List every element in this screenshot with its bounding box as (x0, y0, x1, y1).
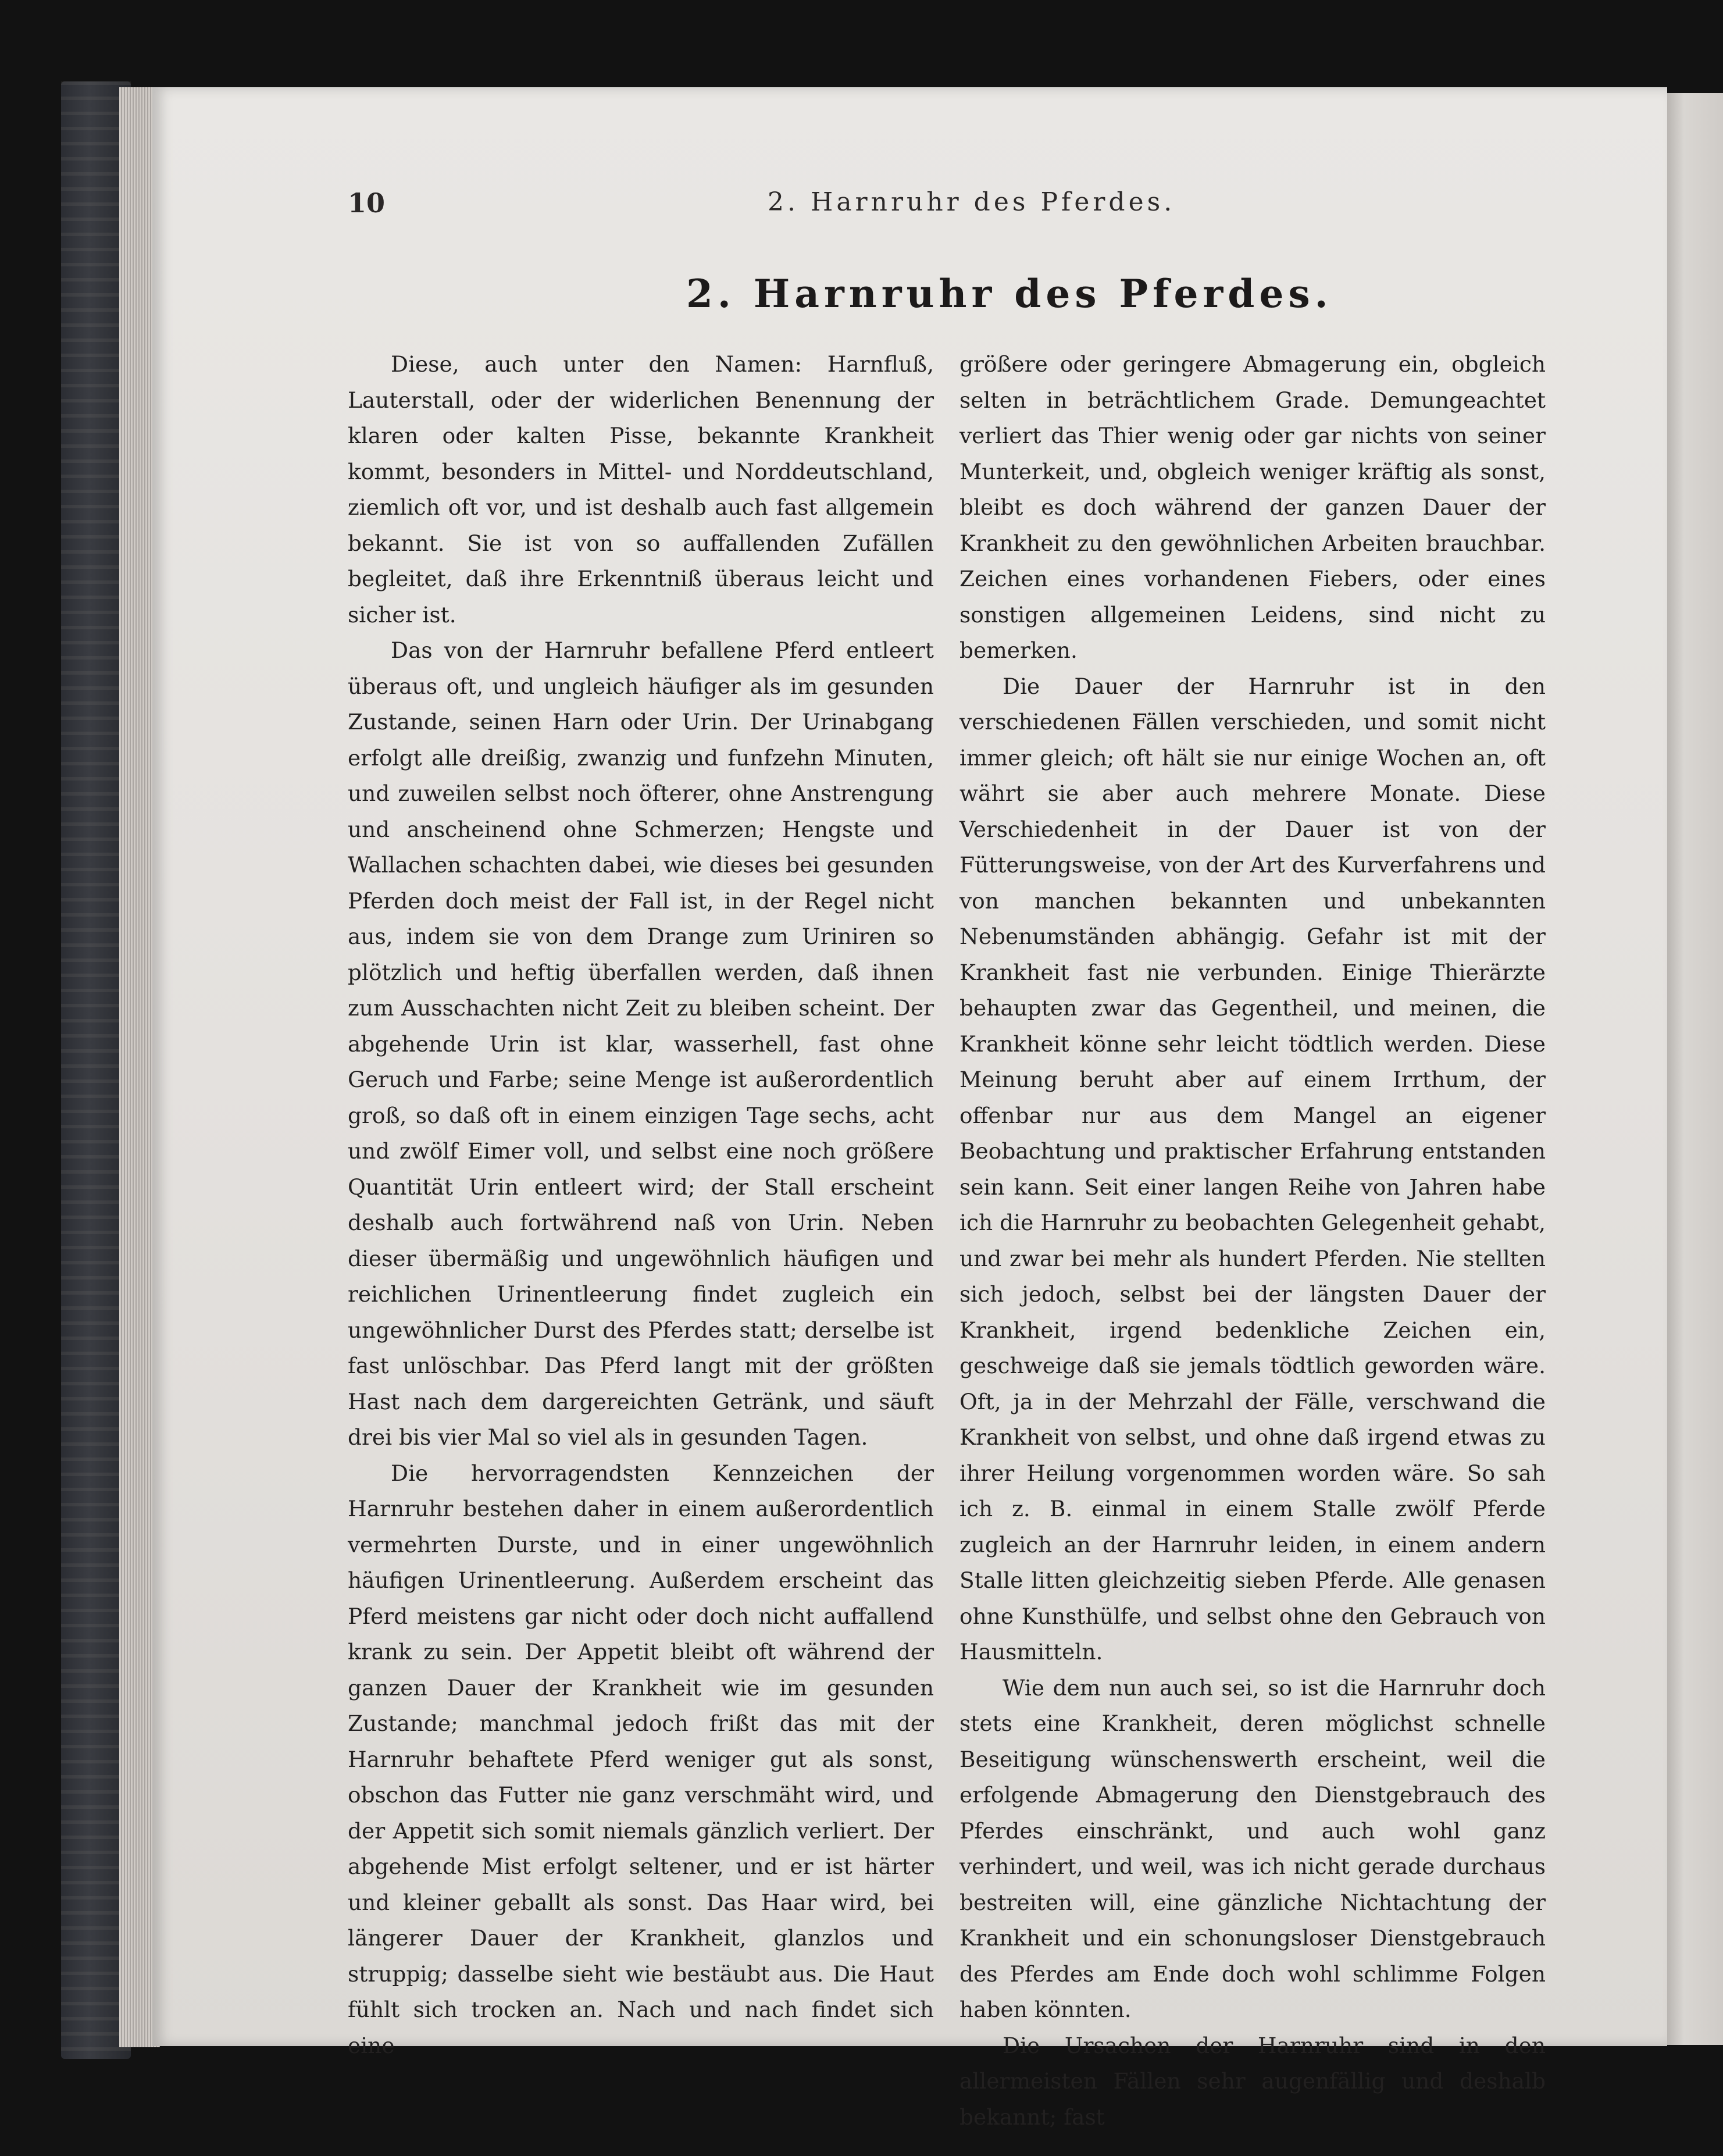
running-head: 2. Harnruhr des Pferdes. (768, 187, 1176, 217)
text-column-right (959, 347, 1546, 2135)
facing-page-edge (1667, 93, 1723, 2045)
paragraph: Das von der Harnruhr befallene Pferd entleert überaus oft, und ungleich häufiger als im gesunden Zustande, seinen Harn oder Urin. Der Urinabgang erfolgt alle dreißig, zwanzig und funfzehn Minuten, und zuweilen selbst noch öfterer, ohne Anstrengung und anscheinend ohne Schmerzen; Hengste und Wallachen schachten dabei, wie dieses bei gesunden Pferden doch meist der Fall ist, in der Regel nicht aus, indem sie von dem Drange zum Uriniren so plötzlich und heftig überfallen werden, daß ihnen zum Ausschachten nicht Zeit zu bleiben scheint. Der abgehende Urin ist klar, wasserhell, fast ohne Geruch und Farbe; seine Menge ist außerordentlich groß, so daß oft in einem einzigen Tage sechs, acht und zwölf Eimer voll, und selbst eine noch größere Quantität Urin entleert wird; der Stall erscheint deshalb auch fortwährend naß von Urin. Neben dieser übermäßig und ungewöhnlich häufigen und reichlichen Urinentleerung findet zugleich ein ungewöhnlicher Durst des Pferdes statt; derselbe ist fast unlöschbar. Das Pferd langt mit der größten Hast nach dem dargereichten Getränk, und säuft drei bis vier Mal so viel als in gesunden Tagen. (348, 637, 934, 1450)
chapter-title: 2. Harnruhr des Pferdes. (686, 271, 1333, 316)
paragraph: Die Ursachen der Harnruhr sind in den allermeisten Fällen sehr augenfällig und deshalb bekannt; fast (959, 2032, 1546, 2130)
text-column-left (348, 347, 934, 2064)
page-number: 10 (348, 187, 386, 219)
paragraph: Wie dem nun auch sei, so ist die Harnruhr doch stets eine Krankheit, deren möglichst schnelle Beseitigung wünschenswerth erscheint, weil die erfolgende Abmagerung den Dienstgebrauch des Pferdes einschränkt, und auch wohl ganz verhindert, und weil, was ich nicht gerade durchaus bestreiten will, eine gänzliche Nichtachtung der Krankheit und ein schonungsloser Dienstgebrauch des Pferdes am Ende doch wohl schlimme Folgen haben könnten. (959, 1674, 1546, 2022)
paragraph: Die hervorragendsten Kennzeichen der Harnruhr bestehen daher in einem außerordentlich vermehrten Durste, und in einer ungewöhnlich häufigen Urinentleerung. Außerdem erscheint das Pferd meistens gar nicht oder doch nicht auffallend krank zu sein. Der Appetit bleibt oft während der ganzen Dauer der Krankheit wie im gesunden Zustande; manchmal jedoch frißt das mit der Harnruhr behaftete Pferd weniger gut als sonst, obschon das Futter nie ganz verschmäht wird, und der Appetit sich somit niemals gänzlich verliert. Der abgehende Mist erfolgt seltener, und er ist härter und kleiner geballt als sonst. Das Haar wird, bei längerer Dauer der Krankheit, glanzlos und struppig; dasselbe sieht wie bestäubt aus. Die Haut fühlt sich trocken an. Nach und nach findet sich eine (348, 1460, 934, 2058)
paragraph: Die Dauer der Harnruhr ist in den verschiedenen Fällen verschieden, und somit nicht immer gleich; oft hält sie nur einige Wochen an, oft währt sie aber auch mehrere Monate. Diese Verschiedenheit in der Dauer ist von der Fütterungsweise, von der Art des Kurverfahrens und von manchen bekannten und unbekannten Nebenumständen abhängig. Gefahr ist mit der Krankheit fast nie verbunden. Einige Thierärzte behaupten zwar das Gegentheil, und meinen, die Krankheit könne sehr leicht tödtlich werden. Diese Meinung beruht aber auf einem Irrthum, der offenbar nur aus dem Mangel an eigener Beobachtung und praktischer Erfahrung entstanden sein kann. Seit einer langen Reihe von Jahren habe ich die Harnruhr zu beobachten Gelegenheit gehabt, und zwar bei mehr als hundert Pferden. Nie stellten sich jedoch, selbst bei der längsten Dauer der Krankheit, irgend bedenkliche Zeichen ein, geschweige daß sie jemals tödtlich geworden wäre. Oft, ja in der Mehrzahl der Fälle, verschwand die Krankheit von selbst, und ohne daß irgend etwas zu ihrer Heilung vorgenommen worden wäre. So sah ich z. B. einmal in einem Stalle zwölf Pferde zugleich an der Harnruhr leiden, in einem andern Stalle litten gleichzeitig sieben Pferde. Alle genasen ohne Kunsthülfe, und selbst ohne den Gebrauch von Hausmitteln. (959, 673, 1546, 1665)
paragraph-continued: größere oder geringere Abmagerung ein, obgleich selten in beträchtlichem Grade. Demungeachtet verliert das Thier wenig oder gar nichts von seiner Munterkeit, und, obgleich weniger kräftig als sonst, bleibt es doch während der ganzen Dauer der Krankheit zu den gewöhnlichen Arbeiten brauchbar. Zeichen eines vorhandenen Fiebers, oder eines sonstigen allgemeinen Leidens, sind nicht zu bemerken. (959, 351, 1546, 663)
paragraph: Diese, auch unter den Namen: Harnfluß, Lauterstall, oder der widerlichen Benennung der klaren oder kalten Pisse, bekannte Krankheit kommt, besonders in Mittel- und Norddeutschland, ziemlich oft vor, und ist deshalb auch fast allgemein bekannt. Sie ist von so auffallenden Zufällen begleitet, daß ihre Erkenntniß überaus leicht und sicher ist. (348, 351, 934, 628)
